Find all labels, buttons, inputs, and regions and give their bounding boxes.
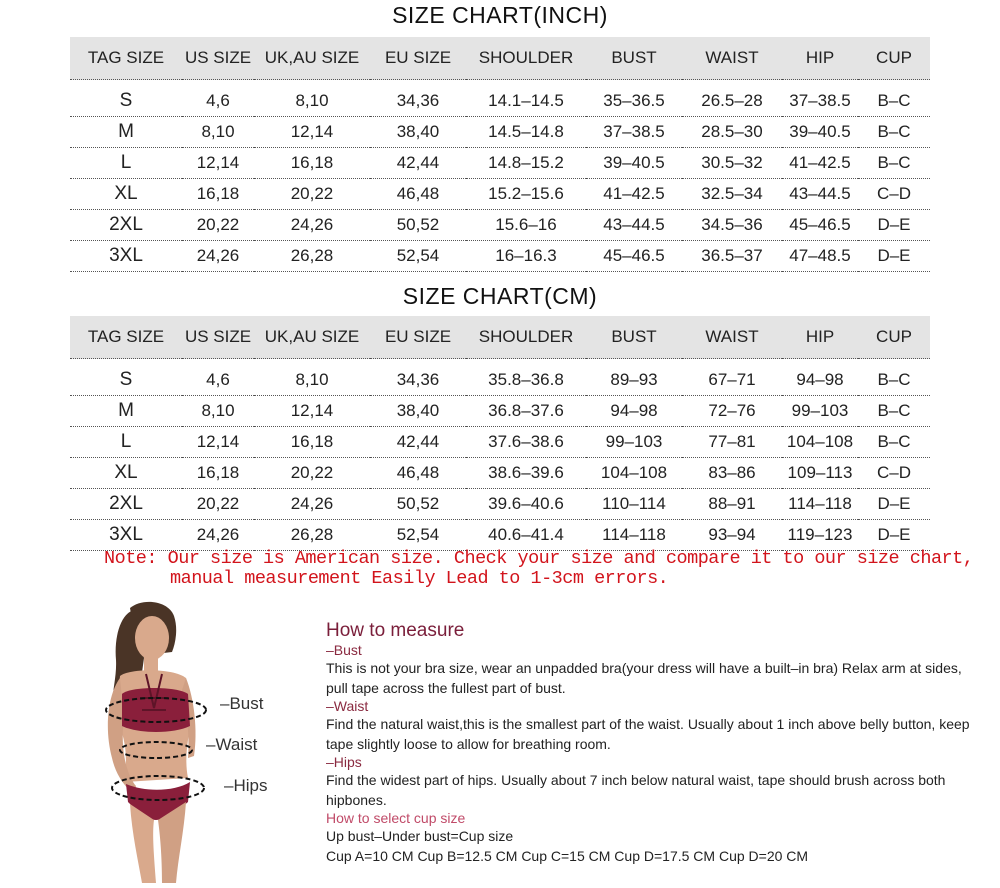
inch-header-cell: EU SIZE: [370, 37, 466, 80]
size-cell: 24,26: [182, 520, 254, 551]
hips-heading: –Hips: [326, 754, 362, 770]
size-cell: 34.5–36: [682, 210, 782, 241]
size-cell: 36.5–37: [682, 241, 782, 272]
inch-size-table: [70, 37, 930, 272]
table-row: [70, 489, 930, 520]
size-cell: 37–38.5: [586, 117, 682, 148]
size-cell: 40.6–41.4: [466, 520, 586, 551]
cup-values: Cup A=10 CM Cup B=12.5 CM Cup C=15 CM Cup D=17.5 CM Cup D=20 CM: [326, 847, 809, 864]
size-cell: 119–123: [782, 520, 858, 551]
bust-label: –Bust: [220, 694, 264, 713]
size-cell: 12,14: [254, 117, 370, 148]
size-cell: 32.5–34: [682, 179, 782, 210]
size-cell: 8,10: [254, 80, 370, 117]
waist-instructions: Find the natural waist,this is the smallest part of the waist. Usually about 1 inch above belly button, keep tape slightly loose to allow for breathing room.: [326, 716, 970, 752]
size-cell: 36.8–37.6: [466, 396, 586, 427]
cm-header-cell: EU SIZE: [370, 316, 466, 359]
size-cell: 26,28: [254, 520, 370, 551]
size-cell: 12,14: [254, 396, 370, 427]
size-cell: 39.6–40.6: [466, 489, 586, 520]
size-cell: 50,52: [370, 489, 466, 520]
size-cell: 37–38.5: [782, 80, 858, 117]
size-cell: 38.6–39.6: [466, 458, 586, 489]
bust-heading: –Bust: [326, 642, 362, 658]
size-cell: B–C: [858, 148, 930, 179]
size-cell: 109–113: [782, 458, 858, 489]
size-cell: 45–46.5: [782, 210, 858, 241]
table-row: [70, 359, 930, 396]
size-cell: 12,14: [182, 148, 254, 179]
size-note: [104, 548, 974, 589]
tag-size-cell: 3XL: [70, 241, 182, 272]
waist-label: –Waist: [206, 735, 258, 754]
size-cell: 104–108: [586, 458, 682, 489]
size-cell: 20,22: [254, 458, 370, 489]
size-cell: 16,18: [182, 179, 254, 210]
size-cell: 41–42.5: [586, 179, 682, 210]
inch-header-cell: SHOULDER: [466, 37, 586, 80]
size-cell: 45–46.5: [586, 241, 682, 272]
cm-header-cell: WAIST: [682, 316, 782, 359]
hips-instructions: Find the widest part of hips. Usually about 7 inch below natural waist, tape should brush across both hipbones.: [326, 772, 946, 808]
size-cell: 110–114: [586, 489, 682, 520]
size-cell: 8,10: [182, 117, 254, 148]
size-cell: 39–40.5: [586, 148, 682, 179]
inch-header-cell: HIP: [782, 37, 858, 80]
size-cell: 26.5–28: [682, 80, 782, 117]
size-cell: 42,44: [370, 148, 466, 179]
size-cell: 42,44: [370, 427, 466, 458]
size-cell: B–C: [858, 396, 930, 427]
table-row: [70, 241, 930, 272]
tag-size-cell: L: [70, 148, 182, 179]
size-cell: B–C: [858, 80, 930, 117]
size-cell: 67–71: [682, 359, 782, 396]
inch-header-cell: TAG SIZE: [70, 37, 182, 80]
size-cell: 99–103: [586, 427, 682, 458]
size-cell: 52,54: [370, 520, 466, 551]
inch-table-body: [70, 80, 930, 272]
size-cell: D–E: [858, 241, 930, 272]
size-cell: 114–118: [586, 520, 682, 551]
bust-instructions: This is not your bra size, wear an unpadded bra(your dress will have a built–in bra) Relax arm at sides, pull tape across the fullest part of bust.: [326, 660, 962, 696]
tag-size-cell: 2XL: [70, 489, 182, 520]
size-cell: C–D: [858, 458, 930, 489]
waist-heading: –Waist: [326, 698, 369, 714]
size-cell: 16,18: [254, 427, 370, 458]
inch-header-cell: UK,AU SIZE: [254, 37, 370, 80]
size-cell: 4,6: [182, 80, 254, 117]
size-cell: 24,26: [182, 241, 254, 272]
cm-header-cell: US SIZE: [182, 316, 254, 359]
size-cell: 94–98: [586, 396, 682, 427]
cm-chart-title: SIZE CHART(CM): [402, 283, 598, 309]
cm-header-cell: TAG SIZE: [70, 316, 182, 359]
size-cell: 35–36.5: [586, 80, 682, 117]
cm-header-row: [70, 316, 930, 359]
inch-chart-title: SIZE CHART(INCH): [392, 2, 608, 28]
inch-header-cell: US SIZE: [182, 37, 254, 80]
size-cell: 8,10: [254, 359, 370, 396]
tag-size-cell: L: [70, 427, 182, 458]
size-cell: 38,40: [370, 396, 466, 427]
note-line-2: manual measurement Easily Lead to 1-3cm errors.: [170, 568, 669, 589]
tag-size-cell: S: [70, 359, 182, 396]
inch-header-cell: WAIST: [682, 37, 782, 80]
size-cell: 99–103: [782, 396, 858, 427]
size-cell: B–C: [858, 359, 930, 396]
size-cell: 20,22: [254, 179, 370, 210]
table-row: [70, 148, 930, 179]
cm-header-cell: CUP: [858, 316, 930, 359]
size-cell: 52,54: [370, 241, 466, 272]
tag-size-cell: 2XL: [70, 210, 182, 241]
size-cell: 114–118: [782, 489, 858, 520]
size-cell: 16,18: [254, 148, 370, 179]
size-cell: C–D: [858, 179, 930, 210]
inch-header-cell: BUST: [586, 37, 682, 80]
tag-size-cell: M: [70, 396, 182, 427]
size-cell: 34,36: [370, 80, 466, 117]
size-cell: 47–48.5: [782, 241, 858, 272]
hips-label: –Hips: [224, 776, 268, 795]
size-cell: 12,14: [182, 427, 254, 458]
size-cell: 4,6: [182, 359, 254, 396]
inch-header-row: [70, 37, 930, 80]
table-row: [70, 458, 930, 489]
size-cell: 89–93: [586, 359, 682, 396]
size-cell: 83–86: [682, 458, 782, 489]
size-cell: 41–42.5: [782, 148, 858, 179]
size-cell: 50,52: [370, 210, 466, 241]
tag-size-cell: S: [70, 80, 182, 117]
size-cell: 16–16.3: [466, 241, 586, 272]
cup-heading: How to select cup size: [326, 810, 466, 826]
size-cell: 38,40: [370, 117, 466, 148]
cup-formula: Up bust–Under bust=Cup size: [326, 828, 514, 844]
cm-header-cell: BUST: [586, 316, 682, 359]
table-row: [70, 210, 930, 241]
note-line-1: Note: Our size is American size. Check your size and compare it to our size chart,: [104, 548, 974, 569]
tag-size-cell: XL: [70, 179, 182, 210]
size-cell: 104–108: [782, 427, 858, 458]
size-cell: 24,26: [254, 489, 370, 520]
cm-header-cell: HIP: [782, 316, 858, 359]
model-neck: [144, 656, 158, 672]
size-cell: 24,26: [254, 210, 370, 241]
size-cell: 46,48: [370, 458, 466, 489]
size-cell: 30.5–32: [682, 148, 782, 179]
size-cell: 15.2–15.6: [466, 179, 586, 210]
model-figure: [90, 598, 310, 883]
cm-header-cell: SHOULDER: [466, 316, 586, 359]
table-row: [70, 117, 930, 148]
size-cell: 16,18: [182, 458, 254, 489]
size-cell: 26,28: [254, 241, 370, 272]
model-illustration: [90, 598, 310, 883]
cm-header-cell: UK,AU SIZE: [254, 316, 370, 359]
size-cell: 43–44.5: [586, 210, 682, 241]
how-to-measure-title: How to measure: [326, 620, 465, 641]
cm-table-body: [70, 359, 930, 551]
size-cell: 93–94: [682, 520, 782, 551]
size-cell: 88–91: [682, 489, 782, 520]
size-cell: 46,48: [370, 179, 466, 210]
size-cell: 34,36: [370, 359, 466, 396]
size-cell: 35.8–36.8: [466, 359, 586, 396]
size-cell: 77–81: [682, 427, 782, 458]
size-cell: D–E: [858, 489, 930, 520]
size-cell: 94–98: [782, 359, 858, 396]
size-cell: D–E: [858, 520, 930, 551]
size-cell: 15.6–16: [466, 210, 586, 241]
size-cell: 8,10: [182, 396, 254, 427]
size-cell: 20,22: [182, 210, 254, 241]
size-cell: 14.1–14.5: [466, 80, 586, 117]
size-cell: D–E: [858, 210, 930, 241]
size-cell: 28.5–30: [682, 117, 782, 148]
size-cell: 72–76: [682, 396, 782, 427]
table-row: [70, 80, 930, 117]
inch-header-cell: CUP: [858, 37, 930, 80]
table-row: [70, 179, 930, 210]
size-cell: 39–40.5: [782, 117, 858, 148]
size-cell: B–C: [858, 117, 930, 148]
size-cell: 14.5–14.8: [466, 117, 586, 148]
size-cell: 37.6–38.6: [466, 427, 586, 458]
tag-size-cell: XL: [70, 458, 182, 489]
cm-size-table: [70, 316, 930, 551]
model-head: [135, 616, 169, 660]
how-to-measure-section: [326, 620, 976, 866]
size-cell: 43–44.5: [782, 179, 858, 210]
size-cell: 20,22: [182, 489, 254, 520]
table-row: [70, 520, 930, 551]
size-cell: 14.8–15.2: [466, 148, 586, 179]
tag-size-cell: 3XL: [70, 520, 182, 551]
table-row: [70, 427, 930, 458]
table-row: [70, 396, 930, 427]
size-cell: B–C: [858, 427, 930, 458]
tag-size-cell: M: [70, 117, 182, 148]
